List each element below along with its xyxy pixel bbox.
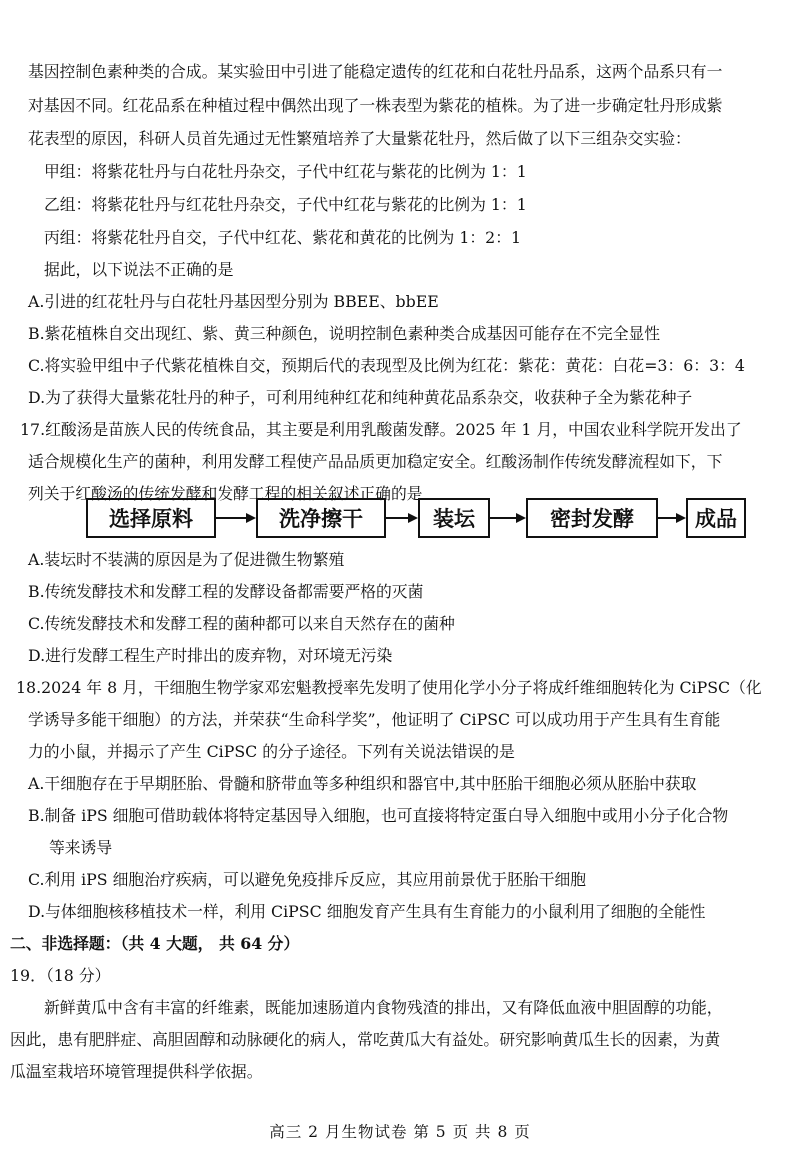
- experiment-bing: 丙组：将紫花牡丹自交，子代中红花、紫花和黄花的比例为 1：2：1: [44, 228, 522, 247]
- flow-step-wash-dry: 洗净擦干: [256, 498, 386, 538]
- flow-arrow-icon: [386, 498, 418, 538]
- intro-line: 基因控制色素种类的合成。某实验田中引进了能稳定遗传的红花和白花牡丹品系，这两个品系只有一: [28, 62, 723, 81]
- flow-step-jar: 装坛: [418, 498, 490, 538]
- q18-option-c: C.利用 iPS 细胞治疗疾病，可以避免免疫排斥反应，其应用前景优于胚胎干细胞: [28, 870, 587, 889]
- q16-stem: 据此，以下说法不正确的是: [44, 260, 234, 279]
- flow-arrow-icon: [216, 498, 256, 538]
- q19-text-line: 因此，患有肥胖症、高胆固醇和动脉硬化的病人，常吃黄瓜大有益处。研究影响黄瓜生长的因素，为黄: [10, 1030, 721, 1049]
- q16-option-b: B.紫花植株自交出现红、紫、黄三种颜色，说明控制色素种类合成基因可能存在不完全显性: [28, 324, 661, 343]
- q16-option-a: A.引进的红花牡丹与白花牡丹基因型分别为 BBEE、bbEE: [28, 292, 439, 311]
- q16-option-d: D.为了获得大量紫花牡丹的种子，可利用纯种红花和纯种黄花品系杂交，收获种子全为紫花种子: [28, 388, 693, 407]
- q17-option-b: B.传统发酵技术和发酵工程的发酵设备都需要严格的灭菌: [28, 582, 424, 601]
- experiment-jia: 甲组：将紫花牡丹与白花牡丹杂交，子代中红花与紫花的比例为 1：1: [44, 162, 527, 181]
- q19-heading: 19．（18 分）: [10, 966, 111, 985]
- q18-stem-line: 学诱导多能干细胞）的方法，并荣获“生命科学奖”，他证明了 CiPSC 可以成功用于产生具有生育能: [28, 710, 721, 729]
- fermentation-flowchart: [86, 498, 746, 542]
- q17-option-a: A.装坛时不装满的原因是为了促进微生物繁殖: [28, 550, 345, 569]
- q17-stem-line: 适合规模化生产的菌种，利用发酵工程使产品品质更加稳定安全。红酸汤制作传统发酵流程如下，下: [28, 452, 723, 471]
- q17-option-c: C.传统发酵技术和发酵工程的菌种都可以来自天然存在的菌种: [28, 614, 455, 633]
- q18-stem-line: 力的小鼠，并揭示了产生 CiPSC 的分子途径。下列有关说法错误的是: [28, 742, 515, 761]
- intro-line: 花表型的原因，科研人员首先通过无性繁殖培养了大量紫花牡丹，然后做了以下三组杂交实验：: [28, 129, 691, 148]
- q18-option-b-cont: 等来诱导: [49, 838, 113, 857]
- flow-arrow-icon: [658, 498, 686, 538]
- flow-step-select-materials: 选择原料: [86, 498, 216, 538]
- intro-line: 对基因不同。红花品系在种植过程中偶然出现了一株表型为紫花的植株。为了进一步确定牡丹形成紫: [28, 96, 723, 115]
- flow-arrow-icon: [490, 498, 526, 538]
- q17-option-d: D.进行发酵工程生产时排出的废弃物，对环境无污染: [28, 646, 393, 665]
- q18-option-b: B.制备 iPS 细胞可借助载体将特定基因导入细胞，也可直接将特定蛋白导入细胞中或用小分子化合物: [28, 806, 729, 825]
- q18-stem-line: 18.2024 年 8 月，干细胞生物学家邓宏魁教授率先发明了使用化学小分子将成纤维细胞转化为 CiPSC（化: [16, 678, 762, 697]
- flow-step-product: 成品: [686, 498, 746, 538]
- page-footer: 高三 2 月生物试卷 第 5 页 共 8 页: [269, 1123, 531, 1141]
- q16-option-c: C.将实验甲组中子代紫花植株自交，预期后代的表现型及比例为红花：紫花：黄花：白花=3：6：3：4: [28, 356, 745, 375]
- q19-text-line: 新鲜黄瓜中含有丰富的纤维素，既能加速肠道内食物残渣的排出，又有降低血液中胆固醇的功能，: [44, 998, 723, 1017]
- q17-stem-line: 列关于红酸汤的传统发酵和发酵工程的相关叙述正确的是: [28, 484, 423, 503]
- flow-step-seal-ferment: 密封发酵: [526, 498, 658, 538]
- q19-text-line: 瓜温室栽培环境管理提供科学依据。: [10, 1062, 263, 1081]
- experiment-yi: 乙组：将紫花牡丹与红花牡丹杂交，子代中红花与紫花的比例为 1：1: [44, 195, 527, 214]
- q18-option-d: D.与体细胞核移植技术一样，利用 CiPSC 细胞发育产生具有生育能力的小鼠利用了细胞的全能性: [28, 902, 706, 921]
- q18-option-a: A.干细胞存在于早期胚胎、骨髓和脐带血等多种组织和器官中,其中胚胎干细胞必须从胚胎中获取: [28, 774, 697, 793]
- section-2-title: 二、非选择题：（共 4 大题， 共 64 分）: [10, 934, 300, 953]
- q17-stem-line: 17.红酸汤是苗族人民的传统食品，其主要是利用乳酸菌发酵。2025 年 1 月，中国农业科学院开发出了: [20, 420, 742, 439]
